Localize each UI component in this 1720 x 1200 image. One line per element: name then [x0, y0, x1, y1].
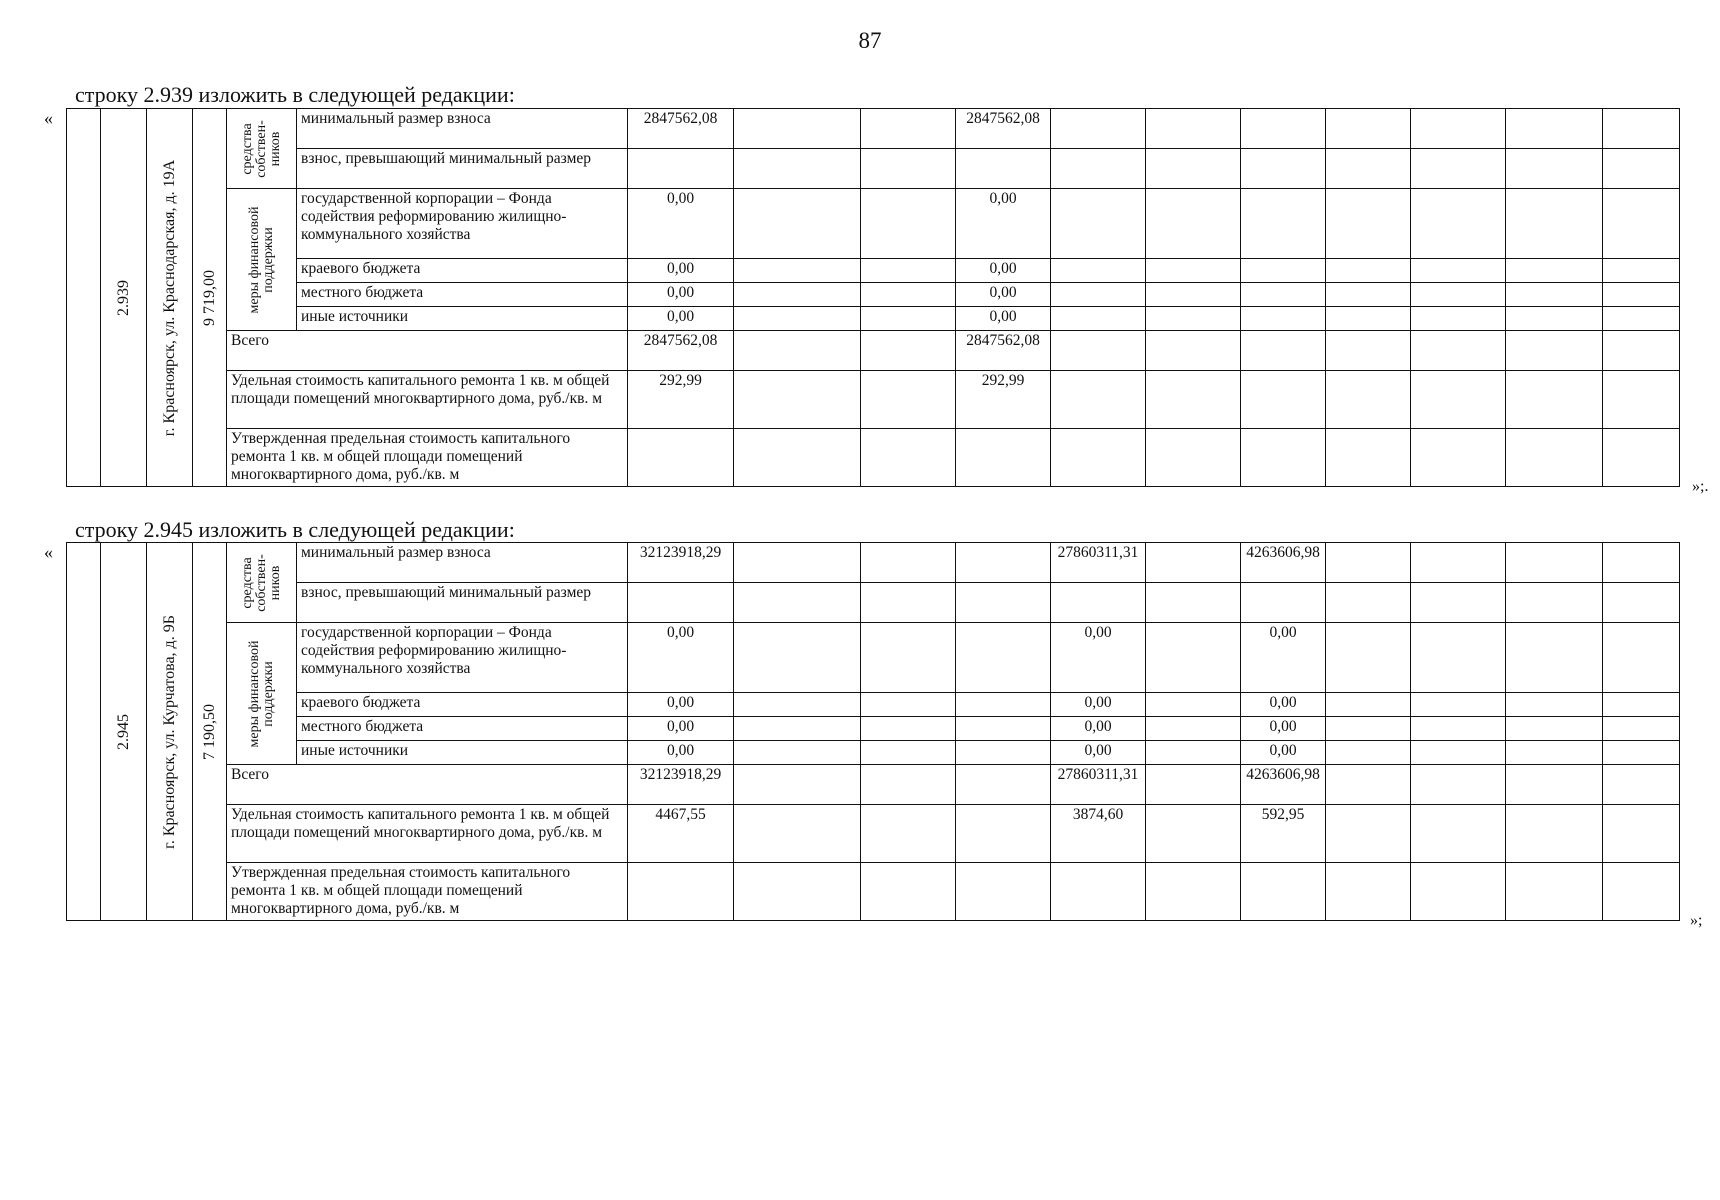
value-cell	[734, 149, 861, 189]
row-label: Утвержденная предельная стоимость капитального ремонта 1 кв. м общей площади помещений многоквартирного дома, руб./кв. м	[227, 429, 628, 487]
financial-support-cell	[227, 189, 297, 331]
blank-left-cell	[67, 109, 101, 487]
value-cell	[1603, 371, 1680, 429]
row-label: минимальный размер взноса	[297, 109, 628, 149]
table-row	[67, 805, 1680, 863]
value-cell	[1146, 149, 1241, 189]
value-cell	[734, 863, 861, 921]
section-heading: строку 2.939 изложить в следующей редакции:	[75, 82, 515, 107]
value-cell: 4263606,98	[1241, 543, 1326, 583]
value-cell	[861, 717, 956, 741]
open-quote: «	[44, 108, 53, 128]
section-heading: строку 2.945 изложить в следующей редакции:	[75, 517, 515, 542]
value-cell: 0,00	[1051, 623, 1146, 693]
value-cell	[1603, 741, 1680, 765]
value-cell	[1146, 307, 1241, 331]
value-cell	[1241, 331, 1326, 371]
value-cell	[1411, 307, 1506, 331]
value-cell	[1411, 149, 1506, 189]
value-cell	[1411, 189, 1506, 259]
value-cell	[1603, 259, 1680, 283]
value-cell	[1051, 371, 1146, 429]
owners-funds-cell	[227, 109, 297, 189]
value-cell	[1603, 307, 1680, 331]
close-quote: »;	[1690, 912, 1703, 929]
value-cell	[1326, 693, 1411, 717]
row-label: местного бюджета	[297, 717, 628, 741]
value-cell: 0,00	[628, 693, 734, 717]
value-cell	[1241, 283, 1326, 307]
row-label: Утвержденная предельная стоимость капитального ремонта 1 кв. м общей площади помещений многоквартирного дома, руб./кв. м	[227, 863, 628, 921]
value-cell	[1051, 283, 1146, 307]
value-cell	[734, 623, 861, 693]
value-cell	[1506, 805, 1603, 863]
value-cell: 0,00	[628, 741, 734, 765]
value-cell: 2847562,08	[628, 109, 734, 149]
table-row	[67, 717, 1680, 741]
value-cell	[1051, 149, 1146, 189]
table-row	[67, 623, 1680, 693]
row-label: местного бюджета	[297, 283, 628, 307]
value-cell	[1603, 109, 1680, 149]
value-cell	[861, 189, 956, 259]
value-cell	[1146, 429, 1241, 487]
row-label: взнос, превышающий минимальный размер	[297, 149, 628, 189]
value-cell: 0,00	[956, 259, 1051, 283]
row-label: Всего	[227, 331, 628, 371]
value-cell	[1326, 623, 1411, 693]
value-cell	[1411, 283, 1506, 307]
value-cell	[1506, 283, 1603, 307]
row-label: государственной корпорации – Фонда содействия реформированию жилищно-коммунального хозяйства	[297, 623, 628, 693]
value-cell	[734, 543, 861, 583]
value-cell	[956, 693, 1051, 717]
total-area: 9 719,00	[200, 269, 218, 326]
table-row	[67, 331, 1680, 371]
value-cell	[1326, 189, 1411, 259]
value-cell	[1603, 331, 1680, 371]
row-label: Удельная стоимость капитального ремонта 1 кв. м общей площади помещений многоквартирного дома, руб./кв. м	[227, 805, 628, 863]
table-row	[67, 307, 1680, 331]
value-cell	[1241, 109, 1326, 149]
value-cell	[1411, 259, 1506, 283]
value-cell: 0,00	[1051, 693, 1146, 717]
value-cell	[734, 371, 861, 429]
row-label: Всего	[227, 765, 628, 805]
value-cell	[1326, 283, 1411, 307]
value-cell	[1146, 283, 1241, 307]
address: г. Красноярск, ул. Краснодарская, д. 19А	[160, 159, 178, 436]
value-cell	[861, 371, 956, 429]
table-row	[67, 149, 1680, 189]
value-cell	[1411, 863, 1506, 921]
value-cell	[1603, 149, 1680, 189]
value-cell	[734, 765, 861, 805]
value-cell: 0,00	[956, 283, 1051, 307]
value-cell	[1051, 583, 1146, 623]
value-cell	[1603, 693, 1680, 717]
value-cell	[861, 623, 956, 693]
value-cell	[1411, 371, 1506, 429]
value-cell	[1411, 429, 1506, 487]
value-cell	[956, 741, 1051, 765]
value-cell: 292,99	[956, 371, 1051, 429]
value-cell	[1603, 283, 1680, 307]
value-cell	[1326, 741, 1411, 765]
value-cell	[861, 331, 956, 371]
value-cell	[956, 717, 1051, 741]
value-cell	[1051, 331, 1146, 371]
value-cell: 0,00	[628, 189, 734, 259]
value-cell	[734, 283, 861, 307]
value-cell: 27860311,31	[1051, 765, 1146, 805]
value-cell	[1411, 765, 1506, 805]
value-cell	[1603, 717, 1680, 741]
table-row	[67, 429, 1680, 487]
value-cell	[1506, 371, 1603, 429]
row-number: 2.945	[114, 713, 132, 750]
value-cell: 4467,55	[628, 805, 734, 863]
value-cell	[861, 863, 956, 921]
value-cell: 2847562,08	[628, 331, 734, 371]
value-cell	[1051, 429, 1146, 487]
capital-repair-table	[66, 108, 1680, 487]
value-cell	[1411, 805, 1506, 863]
value-cell	[1146, 693, 1241, 717]
value-cell	[1506, 543, 1603, 583]
row-number: 2.939	[114, 279, 132, 316]
value-cell	[1603, 429, 1680, 487]
table-row	[67, 693, 1680, 717]
financial-support-label: меры финансовой поддержки	[246, 640, 276, 747]
value-cell	[1146, 863, 1241, 921]
value-cell	[1326, 543, 1411, 583]
row-number-cell	[101, 109, 147, 487]
value-cell	[1051, 189, 1146, 259]
value-cell	[1603, 863, 1680, 921]
value-cell	[1603, 189, 1680, 259]
value-cell	[1146, 543, 1241, 583]
value-cell	[628, 863, 734, 921]
value-cell: 0,00	[1241, 717, 1326, 741]
value-cell	[1411, 331, 1506, 371]
value-cell	[1506, 429, 1603, 487]
value-cell	[734, 717, 861, 741]
value-cell	[1146, 259, 1241, 283]
value-cell: 0,00	[628, 283, 734, 307]
value-cell: 0,00	[1241, 623, 1326, 693]
value-cell	[1241, 429, 1326, 487]
value-cell: 0,00	[1051, 717, 1146, 741]
value-cell	[1146, 189, 1241, 259]
value-cell: 2847562,08	[956, 331, 1051, 371]
value-cell	[1146, 331, 1241, 371]
value-cell	[1603, 543, 1680, 583]
value-cell	[956, 583, 1051, 623]
table-row	[67, 543, 1680, 583]
value-cell	[734, 259, 861, 283]
value-cell: 0,00	[956, 307, 1051, 331]
value-cell	[1241, 189, 1326, 259]
value-cell	[861, 693, 956, 717]
address-cell	[147, 109, 193, 487]
value-cell	[1506, 863, 1603, 921]
value-cell	[1603, 805, 1680, 863]
value-cell	[734, 109, 861, 149]
value-cell	[861, 259, 956, 283]
value-cell	[1506, 717, 1603, 741]
value-cell	[1411, 623, 1506, 693]
value-cell	[1411, 109, 1506, 149]
value-cell	[861, 741, 956, 765]
value-cell: 27860311,31	[1051, 543, 1146, 583]
financial-support-label: меры финансовой поддержки	[246, 206, 276, 313]
value-cell	[734, 189, 861, 259]
value-cell	[1146, 623, 1241, 693]
value-cell	[861, 283, 956, 307]
value-cell	[1146, 371, 1241, 429]
value-cell: 32123918,29	[628, 765, 734, 805]
value-cell	[1326, 307, 1411, 331]
row-label: иные источники	[297, 741, 628, 765]
value-cell	[1506, 109, 1603, 149]
area-cell	[193, 543, 227, 921]
value-cell	[1326, 371, 1411, 429]
value-cell: 0,00	[956, 189, 1051, 259]
value-cell	[1411, 583, 1506, 623]
table-row	[67, 863, 1680, 921]
table-row	[67, 741, 1680, 765]
value-cell	[1506, 693, 1603, 717]
value-cell	[1051, 109, 1146, 149]
value-cell	[1241, 307, 1326, 331]
value-cell	[956, 543, 1051, 583]
close-quote: »;.	[1692, 478, 1709, 495]
value-cell	[734, 693, 861, 717]
value-cell	[1506, 307, 1603, 331]
value-cell: 4263606,98	[1241, 765, 1326, 805]
value-cell: 0,00	[1241, 693, 1326, 717]
open-quote: «	[44, 542, 53, 562]
value-cell	[956, 805, 1051, 863]
value-cell	[1326, 863, 1411, 921]
total-area: 7 190,50	[200, 703, 218, 760]
value-cell: 0,00	[628, 307, 734, 331]
value-cell	[1146, 583, 1241, 623]
owners-funds-cell	[227, 543, 297, 623]
value-cell: 592,95	[1241, 805, 1326, 863]
value-cell	[956, 863, 1051, 921]
value-cell	[861, 765, 956, 805]
value-cell	[956, 149, 1051, 189]
value-cell	[1326, 583, 1411, 623]
row-label: взнос, превышающий минимальный размер	[297, 583, 628, 623]
value-cell	[1326, 259, 1411, 283]
value-cell	[1411, 693, 1506, 717]
value-cell	[734, 805, 861, 863]
value-cell: 32123918,29	[628, 543, 734, 583]
value-cell	[1506, 189, 1603, 259]
value-cell	[628, 149, 734, 189]
value-cell	[1326, 717, 1411, 741]
value-cell	[956, 623, 1051, 693]
value-cell	[1603, 583, 1680, 623]
table-row	[67, 283, 1680, 307]
value-cell	[1326, 331, 1411, 371]
page-number: 87	[858, 28, 882, 53]
table-row	[67, 583, 1680, 623]
value-cell	[861, 307, 956, 331]
value-cell	[861, 149, 956, 189]
value-cell	[1146, 109, 1241, 149]
value-cell	[1411, 543, 1506, 583]
value-cell: 0,00	[628, 623, 734, 693]
area-cell	[193, 109, 227, 487]
value-cell	[1241, 259, 1326, 283]
value-cell	[861, 429, 956, 487]
value-cell	[1326, 765, 1411, 805]
value-cell	[1411, 717, 1506, 741]
table-row	[67, 259, 1680, 283]
value-cell	[734, 741, 861, 765]
blank-left-cell	[67, 543, 101, 921]
value-cell	[1411, 741, 1506, 765]
value-cell	[1241, 371, 1326, 429]
value-cell	[861, 583, 956, 623]
value-cell	[734, 331, 861, 371]
table-row	[67, 189, 1680, 259]
value-cell	[734, 429, 861, 487]
value-cell: 0,00	[1241, 741, 1326, 765]
value-cell	[1326, 429, 1411, 487]
value-cell	[1326, 805, 1411, 863]
row-label: иные источники	[297, 307, 628, 331]
value-cell	[1506, 259, 1603, 283]
row-label: минимальный размер взноса	[297, 543, 628, 583]
table-row	[67, 371, 1680, 429]
row-label: государственной корпорации – Фонда содействия реформированию жилищно-коммунального хозяйства	[297, 189, 628, 259]
value-cell: 0,00	[628, 717, 734, 741]
row-label: Удельная стоимость капитального ремонта 1 кв. м общей площади помещений многоквартирного дома, руб./кв. м	[227, 371, 628, 429]
value-cell	[1506, 149, 1603, 189]
value-cell	[1603, 765, 1680, 805]
row-number-cell	[101, 543, 147, 921]
value-cell	[734, 583, 861, 623]
value-cell	[1506, 623, 1603, 693]
value-cell	[1241, 863, 1326, 921]
address-cell	[147, 543, 193, 921]
value-cell	[861, 805, 956, 863]
value-cell	[1051, 863, 1146, 921]
value-cell	[1146, 741, 1241, 765]
value-cell	[1241, 583, 1326, 623]
row-label: краевого бюджета	[297, 693, 628, 717]
value-cell	[1146, 765, 1241, 805]
value-cell	[1326, 149, 1411, 189]
row-label: краевого бюджета	[297, 259, 628, 283]
value-cell	[1506, 583, 1603, 623]
value-cell	[1506, 765, 1603, 805]
value-cell	[1146, 805, 1241, 863]
value-cell: 2847562,08	[956, 109, 1051, 149]
owners-funds-label: средства собствен-ников	[239, 553, 283, 612]
value-cell	[861, 109, 956, 149]
value-cell	[628, 429, 734, 487]
value-cell	[956, 429, 1051, 487]
table-row	[67, 109, 1680, 149]
capital-repair-table	[66, 542, 1680, 921]
value-cell: 292,99	[628, 371, 734, 429]
value-cell	[1146, 717, 1241, 741]
value-cell: 3874,60	[1051, 805, 1146, 863]
value-cell	[1326, 109, 1411, 149]
financial-support-cell	[227, 623, 297, 765]
value-cell	[1051, 307, 1146, 331]
value-cell: 0,00	[1051, 741, 1146, 765]
value-cell	[956, 765, 1051, 805]
value-cell: 0,00	[628, 259, 734, 283]
value-cell	[628, 583, 734, 623]
owners-funds-label: средства собствен-ников	[239, 119, 283, 178]
address: г. Красноярск, ул. Курчатова, д. 9Б	[160, 614, 178, 849]
value-cell	[861, 543, 956, 583]
table-row	[67, 765, 1680, 805]
value-cell	[1241, 149, 1326, 189]
value-cell	[1051, 259, 1146, 283]
value-cell	[734, 307, 861, 331]
value-cell	[1506, 331, 1603, 371]
value-cell	[1603, 623, 1680, 693]
value-cell	[1506, 741, 1603, 765]
